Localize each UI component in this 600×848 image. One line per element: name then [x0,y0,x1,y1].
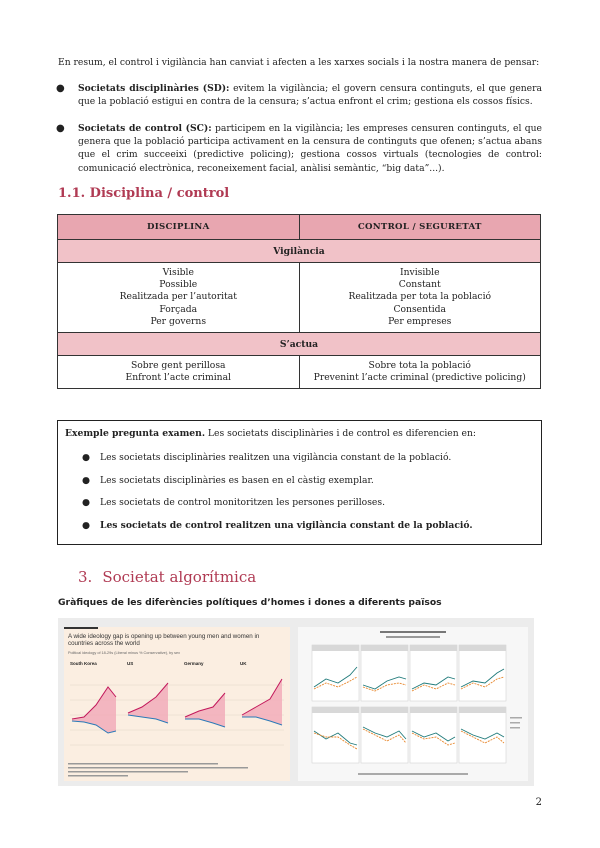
option-text: Les societats disciplinàries es basen en el càstig exemplar. [100,475,374,486]
row-title-action: S’actua [58,333,541,356]
exam-question-text: Les societats disciplinàries i de control es diferencien en: [205,428,476,439]
cell-line: Per empreses [388,315,452,327]
comparison-table [57,214,541,389]
bullet-control [56,122,542,175]
action-control-cell [299,356,541,389]
column-header-discipline: DISCIPLINA [58,215,300,240]
panel-label-us: US [127,661,134,666]
exam-option [82,475,374,486]
option-text: Les societats de control realitzen una vigilància constant de la població. [100,520,473,531]
cell-line: Forçada [159,303,198,315]
exam-option-correct [82,520,473,531]
panel-label-germany: Germany [184,661,204,666]
bullet-icon: ● [56,123,65,134]
exam-lead: Exemple pregunta examen. [65,428,206,439]
exam-option [82,497,386,508]
section-heading-3 [78,568,256,586]
graphs-caption: Gràfiques de les diferències polítiques d’homes i dones a diferents països [58,597,442,608]
exam-question [65,428,476,439]
bullet-text: participem en la vigilància; les empreses censuren continguts, el que genera que la població participa activament en la censura de continguts que ofenen; s’actua abans que el crim succeeixi (predictive policing); gestiona cossos virtuals (tecnologies de control: comunicació electrònica, reconeixement facial, anàlisi semàntic, “big data”...). [78,123,542,174]
section-heading-1-1: 1.1. Disciplina / control [58,186,230,201]
bullet-term: Societats disciplinàries (SD): [78,83,230,94]
cell-line: Consentida [393,303,447,315]
figure-subtitle: Political ideology of 18-29s (Liberal minus % Conservative), by sex [68,651,181,655]
cell-line: Sobre gent perillosa [130,360,226,372]
bullet-icon: ● [82,452,91,463]
ideology-gap-figure [64,627,290,781]
figures-strip [58,618,534,786]
bullet-disciplinary [56,82,542,108]
cell-line: Prevenint l’acte criminal (predictive policing) [313,372,526,384]
panel-label-uk: UK [240,661,247,666]
bullet-icon: ● [82,475,91,486]
column-header-control: CONTROL / SEGURETAT [299,215,541,240]
cell-line: Realitzada per tota la població [348,291,492,303]
section-number: 3. [78,568,93,586]
vigilance-control-cell [299,263,541,333]
cell-line: Visible [162,267,194,278]
intro-paragraph: En resum, el control i vigilància han canviat i afecten a les xarxes socials i la nostra manera de pensar: [58,57,540,68]
cell-line: Possible [159,279,198,291]
action-discipline-cell [58,356,300,389]
option-text: Les societats disciplinàries realitzen una vigilància constant de la població. [100,452,452,463]
figure-title: A wide ideology gap is opening up between young men and women in countries across the world [68,633,260,648]
option-text: Les societats de control monitoritzen les persones perilloses. [100,497,386,508]
vigilance-discipline-cell [58,263,300,333]
ideology-gap-plot [64,627,290,781]
panel-label-korea: South Korea [70,661,97,666]
cell-line: Invisible [399,267,440,278]
country-trends-plot [298,627,528,781]
bullet-icon: ● [82,497,91,508]
section-title: Societat algorítmica [102,568,257,586]
country-trends-figure [298,627,528,781]
cell-line: Enfront l’acte criminal [125,372,231,384]
cell-line: Constant [398,279,441,291]
row-title-vigilance: Vigilància [58,240,541,263]
bullet-text: evitem la vigilància; el govern censura continguts, el que genera que la població estigui en contra de la censura; s’actua enfront el crim; gestiona els cossos físics. [78,83,542,108]
cell-line: Per governs [150,315,207,327]
page-number: 2 [535,797,542,808]
bullet-icon: ● [82,520,91,531]
bullet-term: Societats de control (SC): [78,123,212,134]
exam-question-box [57,420,542,545]
cell-line: Realitzada per l’autoritat [119,291,237,303]
exam-option [82,452,452,463]
bullet-icon: ● [56,83,65,94]
cell-line: Sobre tota la població [368,360,471,372]
